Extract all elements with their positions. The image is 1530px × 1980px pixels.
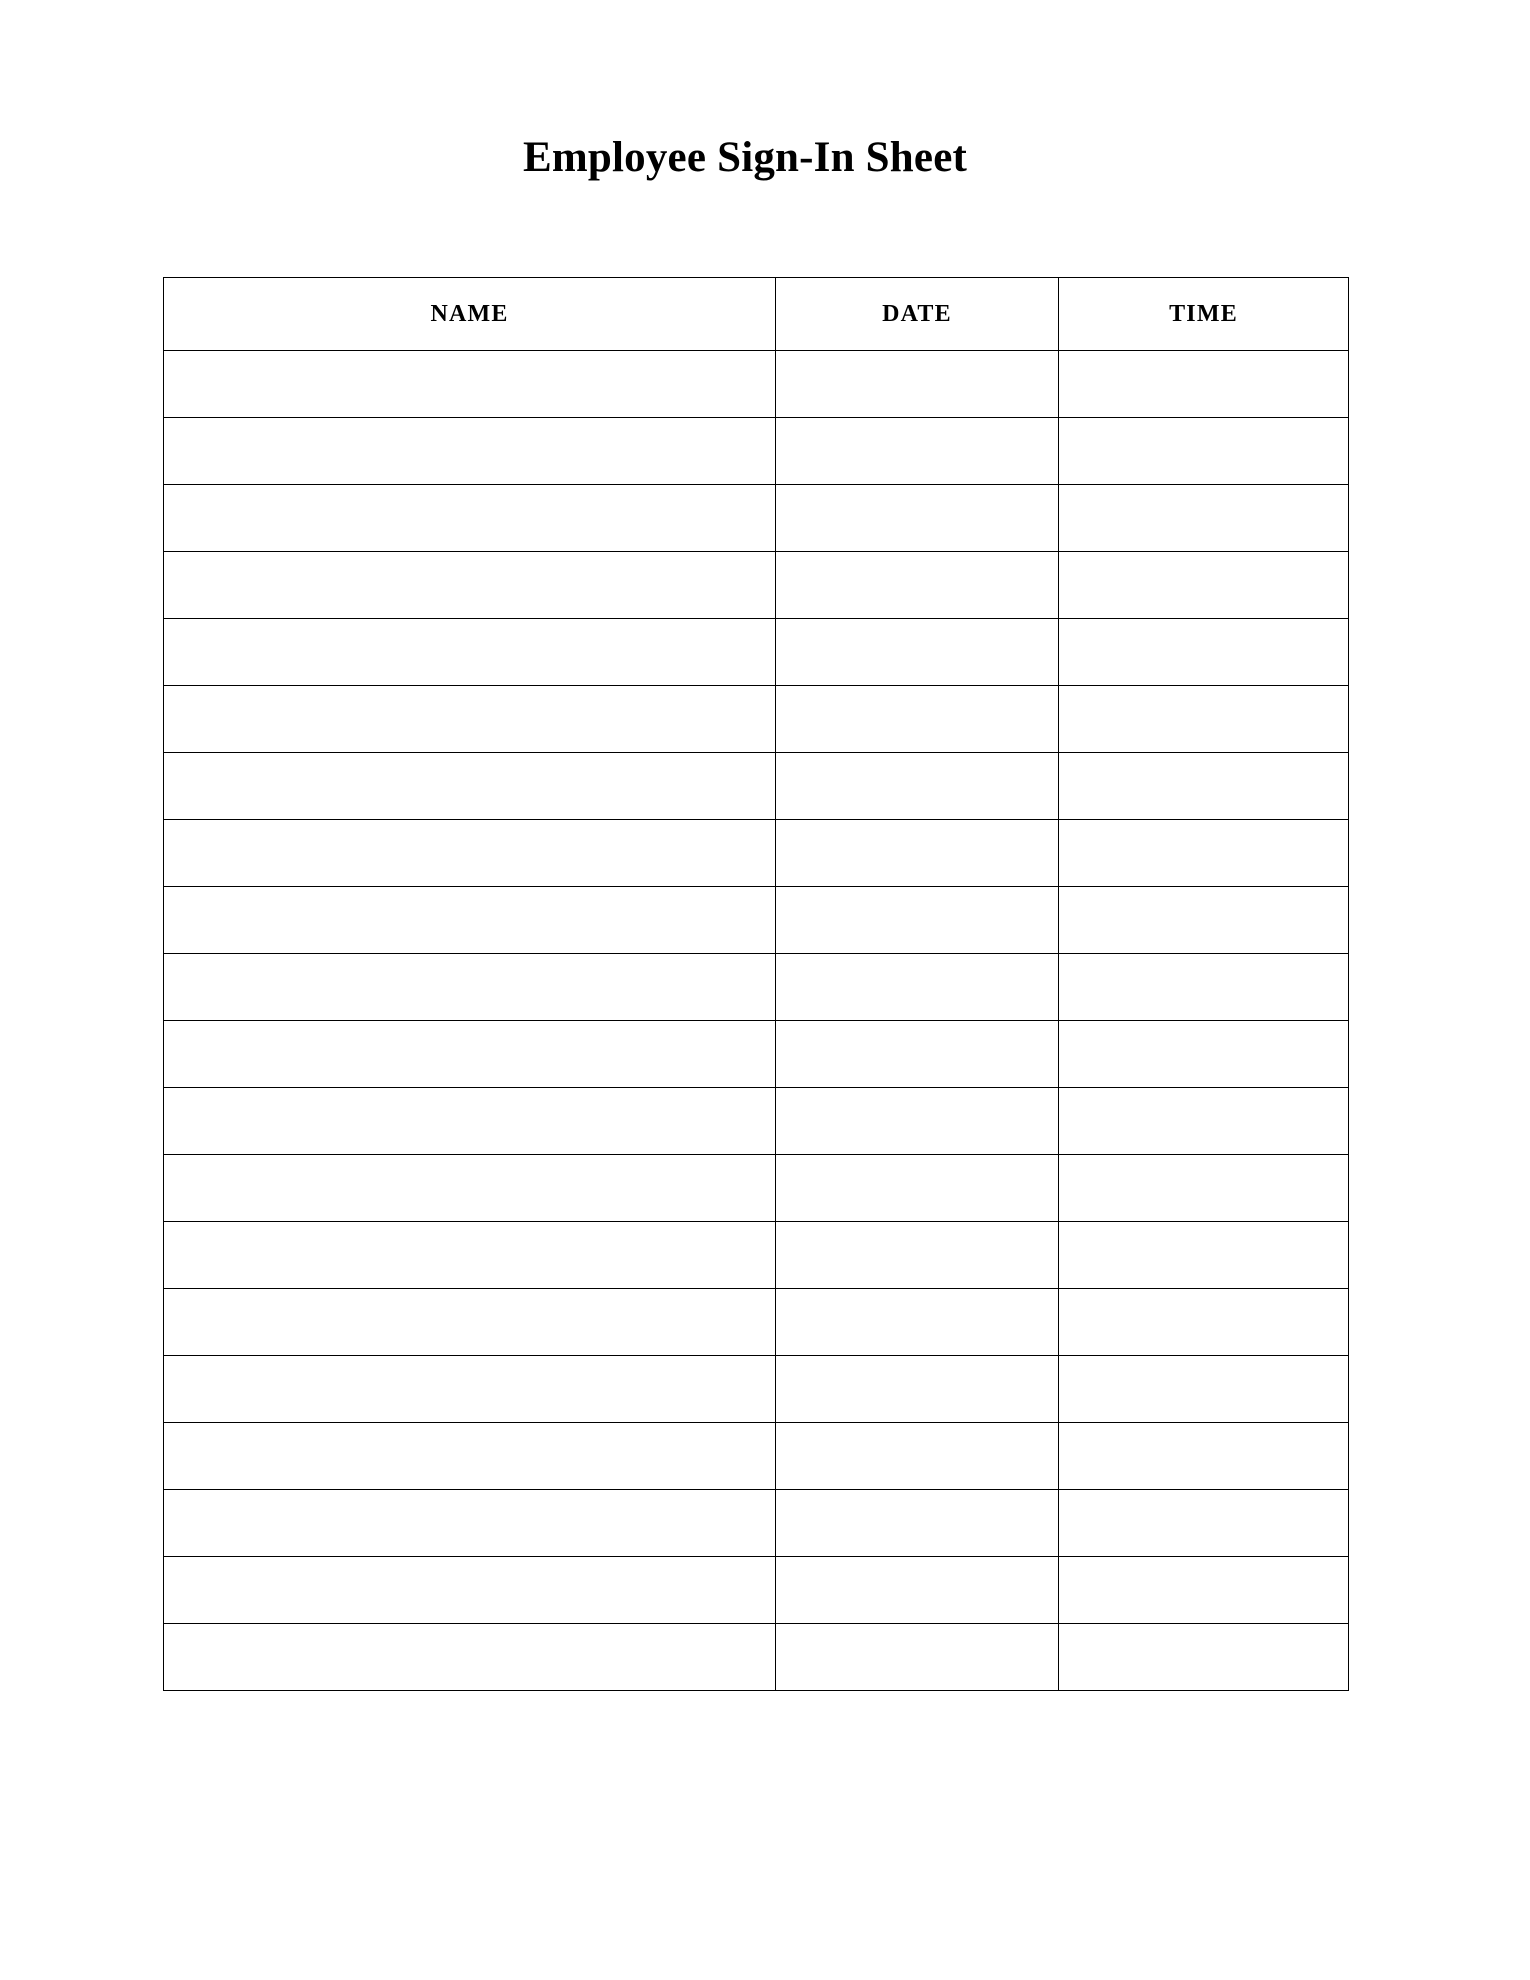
cell-value xyxy=(784,518,1058,519)
cell-date[interactable] xyxy=(776,753,1059,820)
cell-date[interactable] xyxy=(776,1021,1059,1088)
cell-name[interactable] xyxy=(164,1289,776,1356)
cell-value xyxy=(172,1523,775,1524)
cell-date[interactable] xyxy=(776,1088,1059,1155)
cell-time[interactable] xyxy=(1059,485,1349,552)
cell-name[interactable] xyxy=(164,1088,776,1155)
cell-time[interactable] xyxy=(1059,1021,1349,1088)
cell-value xyxy=(784,652,1058,653)
cell-date[interactable] xyxy=(776,1557,1059,1624)
cell-date[interactable] xyxy=(776,552,1059,619)
column-header-time: TIME xyxy=(1059,278,1349,351)
cell-time[interactable] xyxy=(1059,1356,1349,1423)
cell-date[interactable] xyxy=(776,418,1059,485)
cell-value xyxy=(172,652,775,653)
cell-date[interactable] xyxy=(776,887,1059,954)
table-row xyxy=(164,552,1349,619)
table-row xyxy=(164,1222,1349,1289)
cell-date[interactable] xyxy=(776,1222,1059,1289)
cell-value xyxy=(172,920,775,921)
cell-value xyxy=(1067,1054,1348,1055)
cell-name[interactable] xyxy=(164,1155,776,1222)
table-row xyxy=(164,1088,1349,1155)
cell-name[interactable] xyxy=(164,418,776,485)
cell-value xyxy=(172,1188,775,1189)
table-row xyxy=(164,485,1349,552)
cell-value xyxy=(1067,1590,1348,1591)
cell-value xyxy=(1067,1322,1348,1323)
table-row xyxy=(164,351,1349,418)
cell-date[interactable] xyxy=(776,1490,1059,1557)
cell-date[interactable] xyxy=(776,619,1059,686)
cell-value xyxy=(784,1456,1058,1457)
cell-name[interactable] xyxy=(164,1222,776,1289)
column-header-name: NAME xyxy=(164,278,776,351)
cell-value xyxy=(172,451,775,452)
cell-time[interactable] xyxy=(1059,1423,1349,1490)
cell-value xyxy=(1067,786,1348,787)
table-body xyxy=(164,351,1349,1691)
cell-date[interactable] xyxy=(776,1155,1059,1222)
cell-value xyxy=(172,853,775,854)
cell-name[interactable] xyxy=(164,686,776,753)
cell-name[interactable] xyxy=(164,619,776,686)
cell-value xyxy=(1067,518,1348,519)
cell-date[interactable] xyxy=(776,686,1059,753)
table-row xyxy=(164,887,1349,954)
table-row xyxy=(164,1490,1349,1557)
cell-value xyxy=(172,1456,775,1457)
cell-name[interactable] xyxy=(164,1423,776,1490)
cell-value xyxy=(172,585,775,586)
cell-value xyxy=(784,1255,1058,1256)
column-header-date: DATE xyxy=(776,278,1059,351)
cell-value xyxy=(784,987,1058,988)
cell-value xyxy=(172,1590,775,1591)
cell-date[interactable] xyxy=(776,820,1059,887)
table-row xyxy=(164,1289,1349,1356)
table-row xyxy=(164,1155,1349,1222)
cell-value xyxy=(172,1322,775,1323)
cell-value xyxy=(784,853,1058,854)
cell-name[interactable] xyxy=(164,1356,776,1423)
cell-name[interactable] xyxy=(164,820,776,887)
cell-value xyxy=(1067,1456,1348,1457)
cell-time[interactable] xyxy=(1059,1222,1349,1289)
cell-value xyxy=(172,1054,775,1055)
cell-value xyxy=(784,1121,1058,1122)
cell-value xyxy=(172,786,775,787)
table-row xyxy=(164,820,1349,887)
cell-value xyxy=(784,1322,1058,1323)
cell-name[interactable] xyxy=(164,1557,776,1624)
cell-value xyxy=(1067,1389,1348,1390)
table-row xyxy=(164,1423,1349,1490)
cell-name[interactable] xyxy=(164,1490,776,1557)
table-row xyxy=(164,954,1349,1021)
cell-value xyxy=(1067,1523,1348,1524)
table-header xyxy=(164,278,1349,351)
table-header-row xyxy=(164,278,1349,351)
cell-time[interactable] xyxy=(1059,1088,1349,1155)
cell-time[interactable] xyxy=(1059,552,1349,619)
cell-time[interactable] xyxy=(1059,686,1349,753)
cell-time[interactable] xyxy=(1059,1624,1349,1691)
cell-date[interactable] xyxy=(776,351,1059,418)
cell-value xyxy=(784,1054,1058,1055)
table-row xyxy=(164,686,1349,753)
cell-value xyxy=(784,585,1058,586)
cell-value xyxy=(172,1389,775,1390)
table-row xyxy=(164,619,1349,686)
cell-name[interactable] xyxy=(164,887,776,954)
cell-value xyxy=(1067,987,1348,988)
cell-time[interactable] xyxy=(1059,418,1349,485)
cell-date[interactable] xyxy=(776,1289,1059,1356)
cell-name[interactable] xyxy=(164,753,776,820)
cell-value xyxy=(784,1657,1058,1658)
cell-value xyxy=(784,719,1058,720)
cell-value xyxy=(172,518,775,519)
cell-value xyxy=(172,384,775,385)
sign-in-table xyxy=(163,277,1349,1691)
cell-value xyxy=(172,719,775,720)
page-title: Employee Sign-In Sheet xyxy=(523,134,967,181)
cell-name[interactable] xyxy=(164,1021,776,1088)
cell-time[interactable] xyxy=(1059,820,1349,887)
cell-time[interactable] xyxy=(1059,1155,1349,1222)
table-row xyxy=(164,418,1349,485)
cell-value xyxy=(1067,719,1348,720)
cell-value xyxy=(1067,451,1348,452)
cell-value xyxy=(784,1389,1058,1390)
cell-date[interactable] xyxy=(776,1356,1059,1423)
cell-value xyxy=(1067,1121,1348,1122)
cell-value xyxy=(784,786,1058,787)
cell-time[interactable] xyxy=(1059,1289,1349,1356)
cell-time[interactable] xyxy=(1059,619,1349,686)
table-row xyxy=(164,1624,1349,1691)
cell-name[interactable] xyxy=(164,1624,776,1691)
cell-time[interactable] xyxy=(1059,1490,1349,1557)
cell-time[interactable] xyxy=(1059,887,1349,954)
cell-value xyxy=(1067,1255,1348,1256)
cell-value xyxy=(172,987,775,988)
cell-value xyxy=(784,1590,1058,1591)
cell-time[interactable] xyxy=(1059,351,1349,418)
cell-value xyxy=(784,384,1058,385)
cell-value xyxy=(172,1657,775,1658)
table-row xyxy=(164,1021,1349,1088)
cell-value xyxy=(784,1188,1058,1189)
cell-value xyxy=(1067,652,1348,653)
cell-date[interactable] xyxy=(776,954,1059,1021)
cell-value xyxy=(1067,853,1348,854)
cell-date[interactable] xyxy=(776,485,1059,552)
cell-name[interactable] xyxy=(164,954,776,1021)
cell-name[interactable] xyxy=(164,485,776,552)
cell-time[interactable] xyxy=(1059,1557,1349,1624)
cell-time[interactable] xyxy=(1059,753,1349,820)
cell-time[interactable] xyxy=(1059,954,1349,1021)
table-row xyxy=(164,1356,1349,1423)
cell-name[interactable] xyxy=(164,552,776,619)
cell-value xyxy=(172,1255,775,1256)
cell-value xyxy=(1067,920,1348,921)
cell-value xyxy=(784,920,1058,921)
table-row xyxy=(164,753,1349,820)
cell-value xyxy=(784,451,1058,452)
cell-date[interactable] xyxy=(776,1624,1059,1691)
cell-name[interactable] xyxy=(164,351,776,418)
cell-value xyxy=(1067,1188,1348,1189)
cell-value xyxy=(1067,384,1348,385)
cell-value xyxy=(784,1523,1058,1524)
cell-value xyxy=(1067,1657,1348,1658)
cell-value xyxy=(1067,585,1348,586)
cell-value xyxy=(172,1121,775,1122)
table-row xyxy=(164,1557,1349,1624)
cell-date[interactable] xyxy=(776,1423,1059,1490)
